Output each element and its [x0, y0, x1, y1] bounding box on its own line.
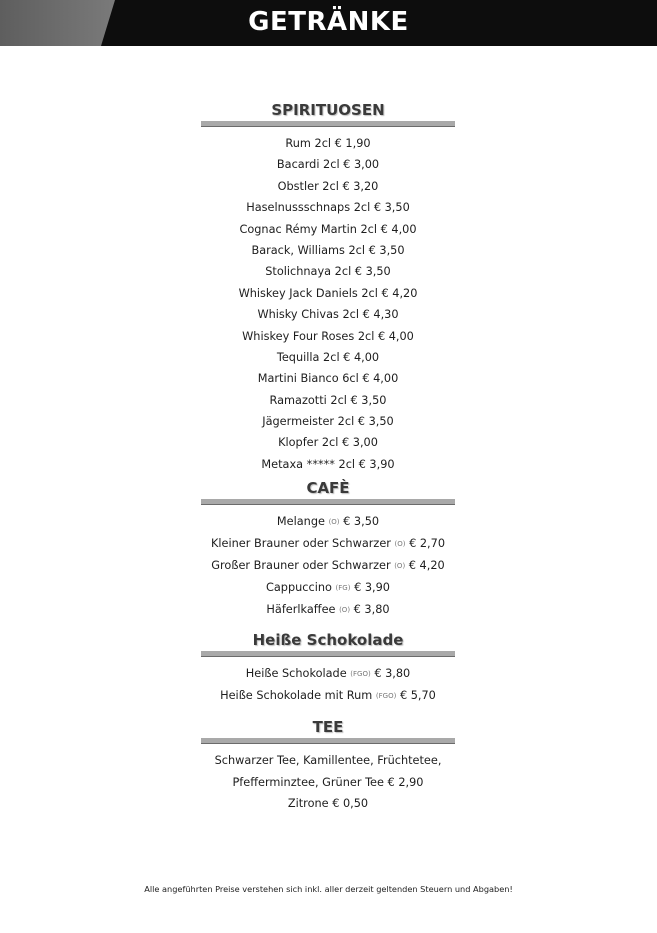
- menu-item: [201, 577, 455, 599]
- menu-item: Ramazotti 2cl € 3,50: [269, 393, 387, 407]
- page-title: GETRÄNKE: [248, 7, 409, 37]
- allergen-tag: (O): [328, 518, 340, 527]
- item-price: € 3,80: [374, 667, 411, 681]
- menu-item: Jägermeister 2cl € 3,50: [262, 415, 394, 429]
- menu-item: Bacardi 2cl € 3,00: [276, 158, 380, 172]
- menu-item: [201, 533, 455, 555]
- section-title-spirituosen: SPIRITUOSEN: [271, 101, 385, 119]
- schokolade-list: [201, 663, 455, 707]
- item-price: € 3,80: [353, 603, 390, 617]
- item-price: € 2,70: [409, 537, 446, 551]
- menu-item: Whiskey Jack Daniels 2cl € 4,20: [238, 286, 418, 300]
- allergen-tag: (O): [394, 540, 406, 549]
- menu-item: [201, 599, 455, 621]
- allergen-tag: (FGO): [350, 670, 371, 679]
- item-name: Heiße Schokolade mit Rum: [220, 689, 373, 703]
- section-divider: [201, 499, 455, 505]
- menu-item: Zitrone € 0,50: [287, 797, 369, 811]
- item-price: € 3,90: [354, 581, 390, 595]
- menu-item: [201, 685, 455, 707]
- section-schokolade: [201, 630, 455, 707]
- drinks-menu: [201, 100, 455, 815]
- item-name: Großer Brauner oder Schwarzer: [211, 559, 391, 573]
- item-name: Heiße Schokolade: [245, 667, 347, 681]
- allergen-tag: (O): [339, 606, 351, 615]
- section-title-schokolade: Heiße Schokolade: [252, 631, 404, 650]
- section-divider: [201, 738, 455, 744]
- section-title-tee: TEE: [312, 718, 344, 737]
- menu-item: Schwarzer Tee, Kamillentee, Früchtetee,: [214, 754, 442, 768]
- menu-item: Martini Bianco 6cl € 4,00: [257, 372, 399, 386]
- item-name: Melange: [276, 515, 325, 529]
- item-name: Kleiner Brauner oder Schwarzer: [210, 537, 391, 551]
- menu-item: Tequilla 2cl € 4,00: [276, 350, 380, 364]
- item-name: Cappuccino: [266, 581, 332, 595]
- tee-list: [201, 750, 455, 815]
- item-price: € 5,70: [399, 689, 436, 703]
- item-price: € 3,50: [343, 515, 380, 529]
- allergen-tag: (FGO): [375, 692, 397, 701]
- menu-item: Cognac Rémy Martin 2cl € 4,00: [239, 222, 417, 236]
- menu-item: Rum 2cl € 1,90: [285, 137, 371, 150]
- allergen-tag: (O): [394, 562, 406, 571]
- spirituosen-list: [201, 133, 455, 475]
- menu-item: [201, 663, 455, 685]
- menu-item: Haselnussschnaps 2cl € 3,50: [246, 201, 410, 215]
- item-price: € 4,20: [408, 559, 445, 573]
- menu-item: Klopfer 2cl € 3,00: [278, 436, 378, 450]
- section-divider: [201, 121, 455, 127]
- menu-item: Stolichnaya 2cl € 3,50: [265, 265, 391, 279]
- section-cafe: [201, 478, 455, 621]
- item-name: Häferlkaffee: [266, 603, 336, 617]
- menu-item: Whisky Chivas 2cl € 4,30: [257, 308, 399, 322]
- menu-item: Obstler 2cl € 3,20: [277, 179, 379, 193]
- menu-item: Whiskey Four Roses 2cl € 4,00: [242, 329, 414, 343]
- menu-item: Barack, Williams 2cl € 3,50: [251, 243, 405, 257]
- section-tee: [201, 717, 455, 815]
- cafe-list: [201, 511, 455, 621]
- allergen-tag: (FG): [335, 584, 351, 593]
- menu-item: [201, 511, 455, 533]
- section-divider: [201, 651, 455, 657]
- menu-item: Pfefferminztee, Grüner Tee € 2,90: [232, 775, 424, 789]
- price-disclaimer: Alle angeführten Preise verstehen sich inkl. aller derzeit geltenden Steuern und Abgaben!: [144, 884, 513, 894]
- section-spirituosen: [201, 100, 455, 475]
- menu-item: [201, 555, 455, 577]
- menu-item: Metaxa ***** 2cl € 3,90: [261, 457, 395, 471]
- section-title-cafe: CAFÈ: [306, 479, 350, 498]
